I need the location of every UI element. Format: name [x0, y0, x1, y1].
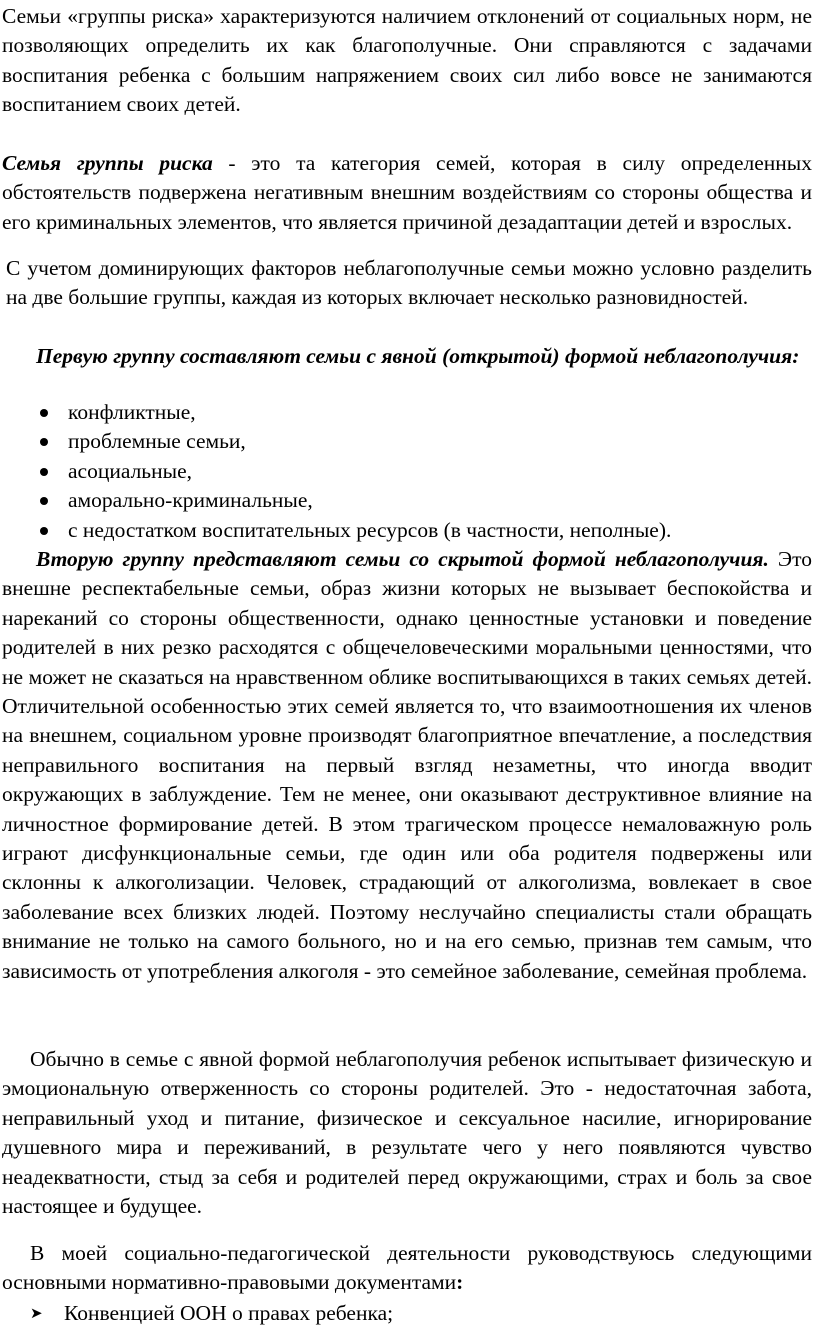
list-item-text: проблемные семьи,	[68, 429, 246, 454]
list-item-text: Конвенцией ООН о правах ребенка;	[64, 1301, 394, 1325]
list-item	[30, 1299, 810, 1328]
second-group-heading: Вторую группу представляют семьи со скрытой формой неблагополучия.	[36, 547, 769, 571]
intro-paragraph	[2, 2, 812, 120]
definition-paragraph	[2, 149, 812, 237]
list-item-text: с недостатком воспитательных ресурсов (в частности, неполные).	[68, 517, 672, 542]
arrow-bullet-icon: ➤	[30, 1304, 43, 1322]
list-item	[40, 398, 810, 427]
list-item-text: аморально-криминальные,	[68, 488, 313, 513]
list-item	[40, 427, 810, 456]
neglect-text: Обычно в семье с явной формой неблагополучия ребенок испытывает физическую и эмоциональную отверженность со стороны родителей. Это - недостаточная забота, неправильный уход и питание, физическое и сексуальное насилие, игнорирование душевного мира и переживаний, в результате чего у него появляются чувство неадекватности, стыд за себя и родителей перед окружающими, страх и боль за свое настоящее и будущее.	[2, 1047, 812, 1219]
list-item-text: асоциальные,	[68, 458, 192, 483]
groups-intro-paragraph	[6, 254, 812, 313]
bullet-icon	[40, 468, 48, 476]
list-item-text: конфликтные,	[68, 400, 196, 424]
bullet-icon	[40, 527, 48, 535]
list-item	[40, 516, 810, 545]
neglect-paragraph	[2, 1045, 812, 1221]
legal-list	[30, 1299, 810, 1328]
list-item	[40, 486, 810, 515]
legal-text: В моей социально-педагогической деятельности руководствуюсь следующими основными нормативно-правовыми документами	[2, 1241, 812, 1295]
bullet-icon	[40, 497, 48, 505]
definition-text: - это та категория семей, которая в силу определенных обстоятельств подвержена негативным внешним воздействиям со стороны общества и его криминальных элементов, что является причиной дезадаптации детей и взрослых.	[2, 151, 812, 234]
list-item	[40, 457, 810, 486]
groups-intro-text: С учетом доминирующих факторов неблагополучные семьи можно условно разделить на две большие группы, каждая из которых включает несколько разновидностей.	[6, 256, 812, 310]
second-group-paragraph	[2, 545, 812, 986]
first-group-list	[40, 398, 810, 545]
bullet-icon	[40, 438, 48, 446]
legal-paragraph	[2, 1239, 812, 1298]
second-group-text: Это внешне респектабельные семьи, образ жизни которых не вызывает беспокойства и нареканий со стороны общественности, однако ценностные установки и поведение родителей в них резко расходятся с общечеловеческими моральными ценностями, что не может не сказаться на нравственном облике воспитывающихся в таких семьях детей. Отличительной особенностью этих семей является то, что взаимоотношения их членов на внешнем, социальном уровне производят благоприятное впечатление, а последствия неправильного воспитания на первый взгляд незаметны, что иногда вводит окружающих в заблуждение. Тем не менее, они оказывают деструктивное влияние на личностное формирование детей. В этом трагическом процессе немаловажную роль играют дисфункциональные семьи, где один или оба родителя подвержены или склонны к алкоголизации. Человек, страдающий от алкоголизма, вовлекает в свое заболевание всех близких людей. Поэтому неслучайно специалисты стали обращать внимание не только на самого больного, но и на его семью, признав тем самым, что зависимость от употребления алкоголя - это семейное заболевание, семейная проблема.	[2, 547, 812, 983]
first-group-heading	[2, 342, 812, 371]
bullet-icon	[40, 409, 48, 417]
definition-term: Семья группы риска	[2, 151, 213, 175]
legal-colon: :	[456, 1270, 464, 1295]
first-group-heading-text: Первую группу составляют семьи с явной (открытой) формой неблагополучия:	[36, 344, 800, 368]
intro-text: Семьи «группы риска» характеризуются наличием отклонений от социальных норм, не позволяющих определить их как благополучные. Они справляются с задачами воспитания ребенка с большим напряжением своих сил либо вовсе не занимаются воспитанием своих детей.	[2, 4, 812, 117]
